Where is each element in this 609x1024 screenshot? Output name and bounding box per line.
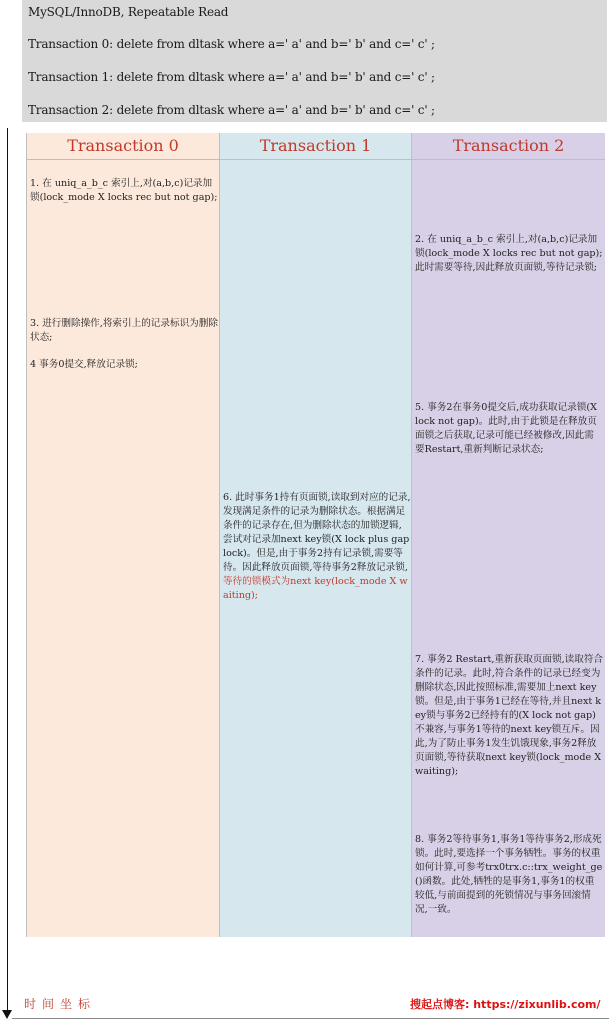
column-transaction-0	[26, 133, 219, 937]
step-6	[223, 491, 411, 603]
bottom-divider	[12, 1018, 609, 1019]
time-axis-arrow-icon	[2, 1010, 12, 1019]
header-line-t1: Transaction 1: delete from dltask where a=' a' and b=' b' and c=' c' ;	[28, 70, 435, 84]
step-8: 8. 事务2等待事务1,事务1等待事务2,形成死锁。此时,要选择一个事务牺牲。事务的权重如何计算,可参考trx0trx.c::trx_weight_ge()函数。此处,牺牲的是事务1,事务1的权重较低,与前面提到的死锁情况与事务回滚情况,一致。	[415, 834, 603, 915]
column-title-t1: Transaction 1	[220, 133, 411, 160]
step-4: 4 事务0提交,释放记录锁;	[30, 359, 138, 370]
step-7: 7. 事务2 Restart,重新获取页面锁,读取符合条件的记录。此时,符合条件的记录已经变为删除状态,因此按照标准,需要加上next key锁。但是,由于事务1已经在等待,并且next key锁与事务2已经持有的(X lock not gap)不兼容,与事务1等待的next key锁互斥。因此,为了防止事务1发生饥饿现象,事务2释放页面锁,等待获取next key锁(lock_mode X waiting);	[415, 654, 604, 777]
header-line-t2: Transaction 2: delete from dltask where a=' a' and b=' b' and c=' c' ;	[28, 103, 435, 117]
source-watermark: 搜起点博客: https://zixunlib.com/	[410, 998, 601, 1011]
header-line-isolation: MySQL/InnoDB, Repeatable Read	[28, 5, 229, 19]
time-axis-line	[7, 128, 8, 1013]
column-transaction-2	[412, 133, 605, 937]
step-5: 5. 事务2在事务0提交后,成功获取记录锁(X lock not gap)。此时,由于此锁是在释放页面锁之后获取,记录可能已经被修改,因此需要Restart,重新判断记录状态;	[415, 402, 597, 455]
column-title-t2: Transaction 2	[412, 133, 605, 160]
step-6-highlight: 等待的锁模式为next key(lock_mode X waiting);	[223, 576, 408, 601]
sql-header	[22, 0, 607, 122]
step-2: 2. 在 uniq_a_b_c 索引上,对(a,b,c)记录加锁(lock_mode X locks rec but not gap);此时需要等待,因此释放页面锁,等待记录锁;	[415, 234, 603, 273]
step-6-text: 6. 此时事务1持有页面锁,读取到对应的记录,发现满足条件的记录为删除状态。根据满足条件的记录存在,但为删除状态的加锁逻辑,尝试对记录加next key锁(X lock plus gap lock)。但是,由于事务2持有记录锁,需要等待。因此释放页面锁,等待事务2释放记录锁,	[223, 492, 411, 573]
header-line-t0: Transaction 0: delete from dltask where a=' a' and b=' b' and c=' c' ;	[28, 37, 435, 51]
column-transaction-1	[219, 133, 412, 937]
time-axis-label: 时间坐标	[24, 997, 97, 1011]
step-3: 3. 进行删除操作,将索引上的记录标识为删除状态;	[30, 318, 218, 343]
column-title-t0: Transaction 0	[27, 133, 219, 160]
step-1: 1. 在 uniq_a_b_c 索引上,对(a,b,c)记录加锁(lock_mode X locks rec but not gap);	[30, 178, 218, 203]
